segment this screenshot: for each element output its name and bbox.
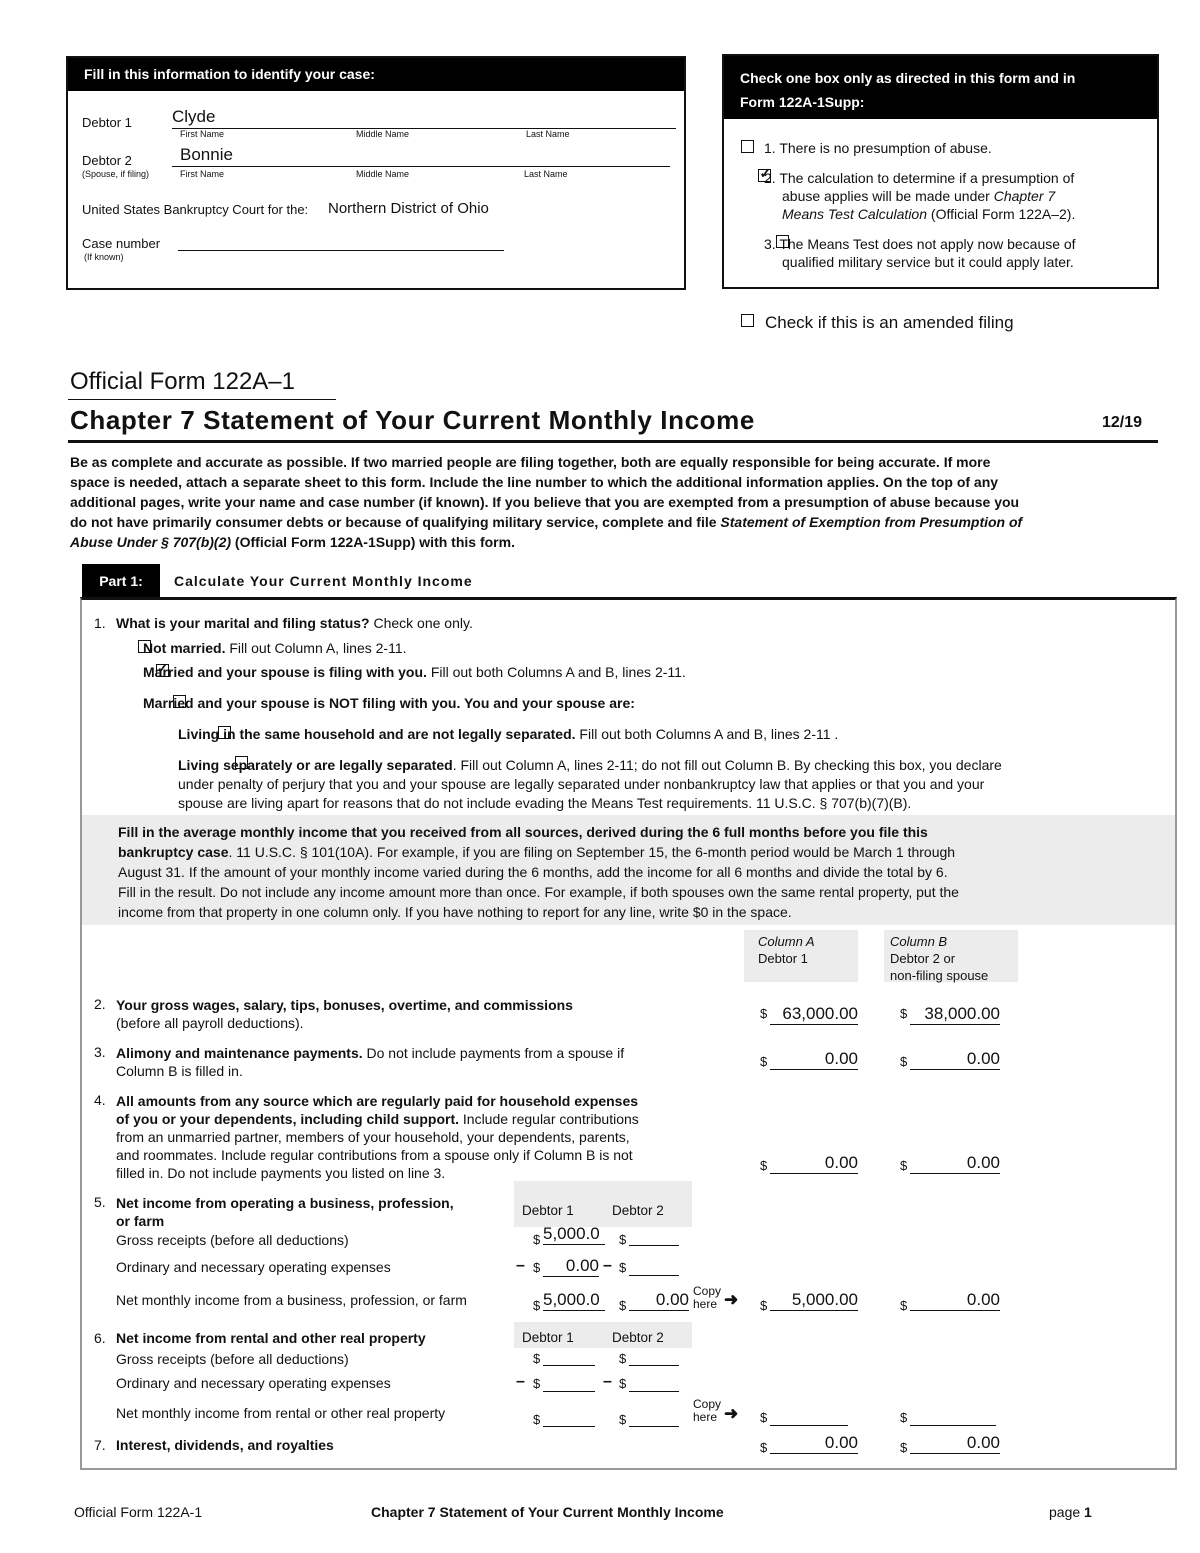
form-date: 12/19 — [1102, 414, 1143, 431]
line6-net-debtor2-field[interactable] — [629, 1425, 679, 1427]
line5-net-d2-dollar: $ — [619, 1298, 627, 1313]
line6-net-debtor1-field[interactable] — [543, 1425, 595, 1427]
line3-line2: Column B is filled in. — [116, 1063, 243, 1079]
line4-line2-bold: of you or your dependents, including child support. — [116, 1111, 459, 1127]
line2-rest: (before all payroll deductions). — [116, 1015, 304, 1031]
amended-filing-checkbox[interactable] — [741, 314, 754, 327]
line2-column-a-field[interactable]: 63,000.00 — [770, 1004, 858, 1025]
line4-line2-rest: Include regular contributions — [459, 1111, 639, 1127]
line6-expenses-label: Ordinary and necessary operating expenses — [116, 1375, 391, 1391]
line5-column-b-field[interactable]: 0.00 — [910, 1290, 1000, 1311]
line3-bold: Alimony and maintenance payments. — [116, 1045, 363, 1061]
line3-label — [116, 1044, 624, 1080]
presumption-box — [722, 54, 1159, 289]
line5-expenses-debtor2-field[interactable] — [629, 1274, 679, 1276]
form-number: Official Form 122A–1 — [70, 368, 295, 395]
intro-line-5a: Abuse Under § 707(b)(2) — [70, 534, 232, 550]
debtor2-sub: (Spouse, if filing) — [82, 169, 150, 179]
line3-column-a-field[interactable]: 0.00 — [770, 1049, 858, 1070]
line7-line1: Interest, dividends, and royalties — [116, 1437, 334, 1453]
part1-tag: Part 1: — [82, 564, 160, 598]
line6-expenses-debtor1-field[interactable] — [543, 1390, 595, 1392]
option3-line2: qualified military service but it could apply later. — [782, 254, 1074, 270]
line2-bold: Your gross wages, salary, tips, bonuses, overtime, and commissions — [116, 997, 573, 1013]
footer-page-label: page — [1049, 1504, 1081, 1520]
line5-minus2: – — [603, 1257, 612, 1274]
column-b-title: Column B — [890, 934, 948, 949]
q1-b-rest: Fill out both Columns A and B, lines 2-11. — [426, 664, 686, 680]
line6-net-label: Net monthly income from rental or other real property — [116, 1405, 446, 1421]
form-number-underline — [68, 399, 336, 400]
line6-column-b-field[interactable] — [910, 1424, 996, 1426]
court-label: United States Bankruptcy Court for the: — [82, 202, 309, 217]
line4-column-b-field[interactable]: 0.00 — [910, 1153, 1000, 1174]
case-number-field[interactable] — [178, 236, 504, 251]
debtor2-last-caption: Last Name — [524, 169, 568, 179]
line4-line5: filled in. Do not include payments you listed on line 3. — [116, 1165, 446, 1181]
line6-a-dollar: $ — [760, 1410, 768, 1425]
line6-copy-text2: here — [693, 1410, 718, 1424]
line6-copy-text1: Copy — [693, 1397, 722, 1411]
line6-debtor1-header: Debtor 1 — [522, 1330, 574, 1345]
line5-net-d1-dollar: $ — [533, 1298, 541, 1313]
line2-a-dollar: $ — [760, 1006, 768, 1021]
line5-debtor2-header: Debtor 2 — [612, 1203, 664, 1218]
line5-line1: Net income from operating a business, profession, — [116, 1195, 454, 1211]
line5-minus1: – — [516, 1257, 525, 1274]
debtor2-name-field[interactable] — [172, 145, 670, 167]
column-a-title: Column A — [758, 934, 815, 949]
column-a-sub: Debtor 1 — [758, 951, 808, 966]
line5-copy-text2: here — [693, 1297, 718, 1311]
line4-line3: from an unmarried partner, members of your household, your dependents, parents, — [116, 1129, 630, 1145]
line6-minus2: – — [603, 1373, 612, 1390]
line5-expenses-label: Ordinary and necessary operating expenses — [116, 1259, 391, 1275]
form-title: Chapter 7 Statement of Your Current Monthly Income — [70, 405, 755, 435]
line2-b-dollar: $ — [900, 1006, 908, 1021]
line5-column-a-field[interactable]: 5,000.00 — [770, 1290, 858, 1311]
line2-column-b-field[interactable]: 38,000.00 — [910, 1004, 1000, 1025]
line5-net-label: Net monthly income from a business, profession, or farm — [116, 1292, 467, 1308]
column-b-header — [884, 930, 1018, 982]
line6-gross-debtor1-field[interactable] — [543, 1364, 595, 1366]
q1-a-bold: Not married. — [143, 640, 226, 656]
q1-b-bold: Married and your spouse is filing with you. — [143, 664, 427, 680]
intro-line-2: space is needed, attach a separate sheet to this form. Include the line number to which the additional information applies. On the top of any — [70, 474, 999, 490]
instr-line-2-rest: . 11 U.S.C. § 101(10A). For example, if you are filing on September 15, the 6-month period would be March 1 through — [228, 844, 956, 860]
q1-married-joint — [143, 664, 686, 680]
intro-line-4b: Statement of Exemption from Presumption of — [720, 514, 1023, 530]
q1-question — [116, 615, 473, 631]
intro-line-4a: do not have primarily consumer debts or because of qualifying military service, complete and file — [70, 514, 721, 530]
line5-copy-here — [693, 1285, 721, 1311]
footer-page-number: 1 — [1084, 1504, 1092, 1520]
case-id-box — [66, 56, 686, 290]
case-id-header: Fill in this information to identify your case: — [68, 58, 684, 91]
line5-net-debtor1-field[interactable]: 5,000.0 — [543, 1290, 605, 1311]
line6-copy-here — [693, 1398, 721, 1424]
line6-gross-d2-dollar: $ — [619, 1351, 627, 1366]
line5-gross-d2-dollar: $ — [619, 1232, 627, 1247]
q1-c2-bold: Living separately or are legally separated — [178, 757, 453, 773]
line5-arrow-icon: ➜ — [724, 1290, 739, 1309]
line4-line1: All amounts from any source which are regularly paid for household expenses — [116, 1093, 639, 1109]
footer-form-number: Official Form 122A-1 — [74, 1504, 203, 1520]
line7-column-a-field[interactable]: 0.00 — [770, 1433, 858, 1454]
instructions — [118, 822, 959, 922]
line6-net-d2-dollar: $ — [619, 1412, 627, 1427]
line5-copy-text1: Copy — [693, 1284, 722, 1298]
line5-debtor1-header: Debtor 1 — [522, 1203, 574, 1218]
q1-c1-rest: Fill out both Columns A and B, lines 2-11 . — [575, 726, 839, 742]
q1-same-household — [178, 726, 838, 742]
q1-not-married — [143, 640, 407, 656]
line3-column-b-field[interactable]: 0.00 — [910, 1049, 1000, 1070]
intro-line-3: additional pages, write your name and case number (if known). If you believe that you are exempted from a presumption of abuse because you — [70, 494, 1020, 510]
line7-a-dollar: $ — [760, 1440, 768, 1455]
presumption-option-1: 1. There is no presumption of abuse. — [764, 140, 992, 156]
debtor2-first-caption: First Name — [180, 169, 225, 179]
q1-a-rest: Fill out Column A, lines 2-11. — [225, 640, 407, 656]
debtor2-first-name: Bonnie — [180, 145, 233, 164]
debtor1-first-caption: First Name — [180, 129, 225, 139]
q1-question-bold: What is your marital and filing status? — [116, 615, 370, 631]
line6-expenses-debtor2-field[interactable] — [629, 1390, 679, 1392]
court-value[interactable]: Northern District of Ohio — [328, 200, 489, 217]
line3-rest: Do not include payments from a spouse if — [362, 1045, 625, 1061]
debtor1-first-name: Clyde — [172, 107, 216, 126]
debtor1-name-field[interactable] — [172, 107, 676, 129]
debtor1-label: Debtor 1 — [82, 115, 132, 130]
line3-number: 3. — [94, 1044, 106, 1060]
line5-exp-d1-dollar: $ — [533, 1260, 541, 1275]
option2-line2a: abuse applies will be made under — [782, 188, 994, 204]
option2-line3a: Means Test Calculation — [782, 206, 928, 222]
debtor1-last-caption: Last Name — [526, 129, 570, 139]
line6-gross-d1-dollar: $ — [533, 1351, 541, 1366]
q1-living-separately — [178, 756, 1002, 813]
instr-line-2-bold: bankruptcy case — [118, 844, 229, 860]
line5-gross-label: Gross receipts (before all deductions) — [116, 1232, 349, 1248]
footer-title: Chapter 7 Statement of Your Current Monthly Income — [371, 1504, 724, 1520]
line4-column-a-field[interactable]: 0.00 — [770, 1153, 858, 1174]
line3-a-dollar: $ — [760, 1054, 768, 1069]
case-number-label: Case number — [82, 236, 161, 251]
presumption-option-2 — [764, 169, 1075, 223]
part1-title: Calculate Your Current Monthly Income — [174, 573, 473, 589]
line5-label — [116, 1194, 454, 1230]
line7-number: 7. — [94, 1437, 106, 1453]
line4-b-dollar: $ — [900, 1158, 908, 1173]
q1-number: 1. — [94, 615, 106, 631]
amended-filing-label: Check if this is an amended filing — [765, 313, 1014, 332]
intro-paragraph — [70, 452, 1160, 552]
line5-gross-debtor2-field[interactable] — [629, 1244, 679, 1246]
q1-c2-rest: . Fill out Column A, lines 2-11; do not fill out Column B. By checking this box, you declare — [452, 757, 1002, 773]
line6-number: 6. — [94, 1330, 106, 1346]
option2-line1: 2. The calculation to determine if a presumption of — [764, 170, 1075, 186]
line5-number: 5. — [94, 1194, 106, 1210]
option3-line1: 3. The Means Test does not apply now because of — [764, 236, 1076, 252]
line2-number: 2. — [94, 996, 106, 1012]
line2-label — [116, 996, 573, 1032]
line4-line4: and roommates. Include regular contributions from a spouse only if Column B is not — [116, 1147, 633, 1163]
line4-number: 4. — [94, 1092, 106, 1108]
instr-line-5: income from that property in one column only. If you have nothing to report for any line, write $0 in the space. — [118, 904, 792, 920]
line5-net-debtor2-field[interactable]: 0.00 — [629, 1290, 689, 1311]
line3-b-dollar: $ — [900, 1054, 908, 1069]
q1-c2-line2: under penalty of perjury that you and your spouse are legally separated under nonbankruptcy law that applies or that you and your — [178, 776, 985, 792]
q1-c-bold: Married and your spouse is NOT filing with you. You and your spouse are: — [143, 695, 635, 711]
line6-debtor2-header: Debtor 2 — [612, 1330, 664, 1345]
line6-minus1: – — [516, 1373, 525, 1390]
line5-expenses-debtor1-field[interactable]: 0.00 — [543, 1256, 599, 1277]
intro-line-5b: (Official Form 122A-1Supp) with this form. — [231, 534, 515, 550]
line4-label — [116, 1092, 639, 1182]
column-b-sub1: Debtor 2 or — [890, 951, 956, 966]
footer-page — [1049, 1504, 1092, 1520]
option2-line3b: (Official Form 122A–2). — [927, 206, 1076, 222]
line6-arrow-icon: ➜ — [724, 1404, 739, 1423]
line6-exp-d1-dollar: $ — [533, 1376, 541, 1391]
line4-a-dollar: $ — [760, 1158, 768, 1173]
line5-b-dollar: $ — [900, 1298, 908, 1313]
option2-line2b: Chapter 7 — [993, 188, 1056, 204]
presumption-header-line1: Check one box only as directed in this form and in — [740, 70, 1076, 86]
instr-line-1: Fill in the average monthly income that you received from all sources, derived during the 6 full months before you file this — [118, 824, 928, 840]
debtor1-middle-caption: Middle Name — [356, 129, 410, 139]
line6-gross-label: Gross receipts (before all deductions) — [116, 1351, 349, 1367]
line5-exp-d2-dollar: $ — [619, 1260, 627, 1275]
presumption-header-line2: Form 122A-1Supp: — [740, 94, 865, 110]
line5-line2: or farm — [116, 1213, 165, 1229]
q1-c1-bold: Living in the same household and are not legally separated. — [178, 726, 576, 742]
line6-b-dollar: $ — [900, 1410, 908, 1425]
column-b-sub2: non-filing spouse — [890, 968, 989, 983]
debtor2-middle-caption: Middle Name — [356, 169, 410, 179]
q1-c2-line3: spouse are living apart for reasons that do not include evading the Means Test requirements. 11 U.S.C. § 707(b)(7)(B). — [178, 795, 912, 811]
line6-net-d1-dollar: $ — [533, 1412, 541, 1427]
line7-column-b-field[interactable]: 0.00 — [910, 1433, 1000, 1454]
q1-married-separate — [143, 695, 635, 711]
instr-line-3: August 31. If the amount of your monthly income varied during the 6 months, add the income for all 6 months and divide the total by 6. — [118, 864, 948, 880]
line6-gross-debtor2-field[interactable] — [629, 1364, 679, 1366]
title-rule — [68, 440, 1158, 443]
line6-line1: Net income from rental and other real property — [116, 1330, 426, 1346]
line6-exp-d2-dollar: $ — [619, 1376, 627, 1391]
presumption-option-1-checkbox[interactable] — [741, 140, 754, 153]
line5-gross-debtor1-field[interactable]: 5,000.0 — [543, 1224, 605, 1245]
column-a-header — [744, 930, 858, 982]
line5-gross-d1-dollar: $ — [533, 1232, 541, 1247]
line7-b-dollar: $ — [900, 1440, 908, 1455]
intro-line-1: Be as complete and accurate as possible. If two married people are filing together, both are equally responsible for being accurate. If more — [70, 454, 991, 470]
line6-label — [116, 1330, 426, 1346]
presumption-header — [724, 56, 1157, 119]
case-number-sub: (If known) — [84, 252, 124, 262]
line5-a-dollar: $ — [760, 1298, 768, 1313]
line6-column-a-field[interactable] — [770, 1424, 848, 1426]
presumption-option-3 — [764, 235, 1076, 271]
line7-label — [116, 1437, 334, 1453]
debtor2-label: Debtor 2 — [82, 153, 132, 168]
instr-line-4: Fill in the result. Do not include any income amount more than once. For example, if both spouses own the same rental property, put the — [118, 884, 959, 900]
q1-question-rest: Check one only. — [369, 615, 473, 631]
